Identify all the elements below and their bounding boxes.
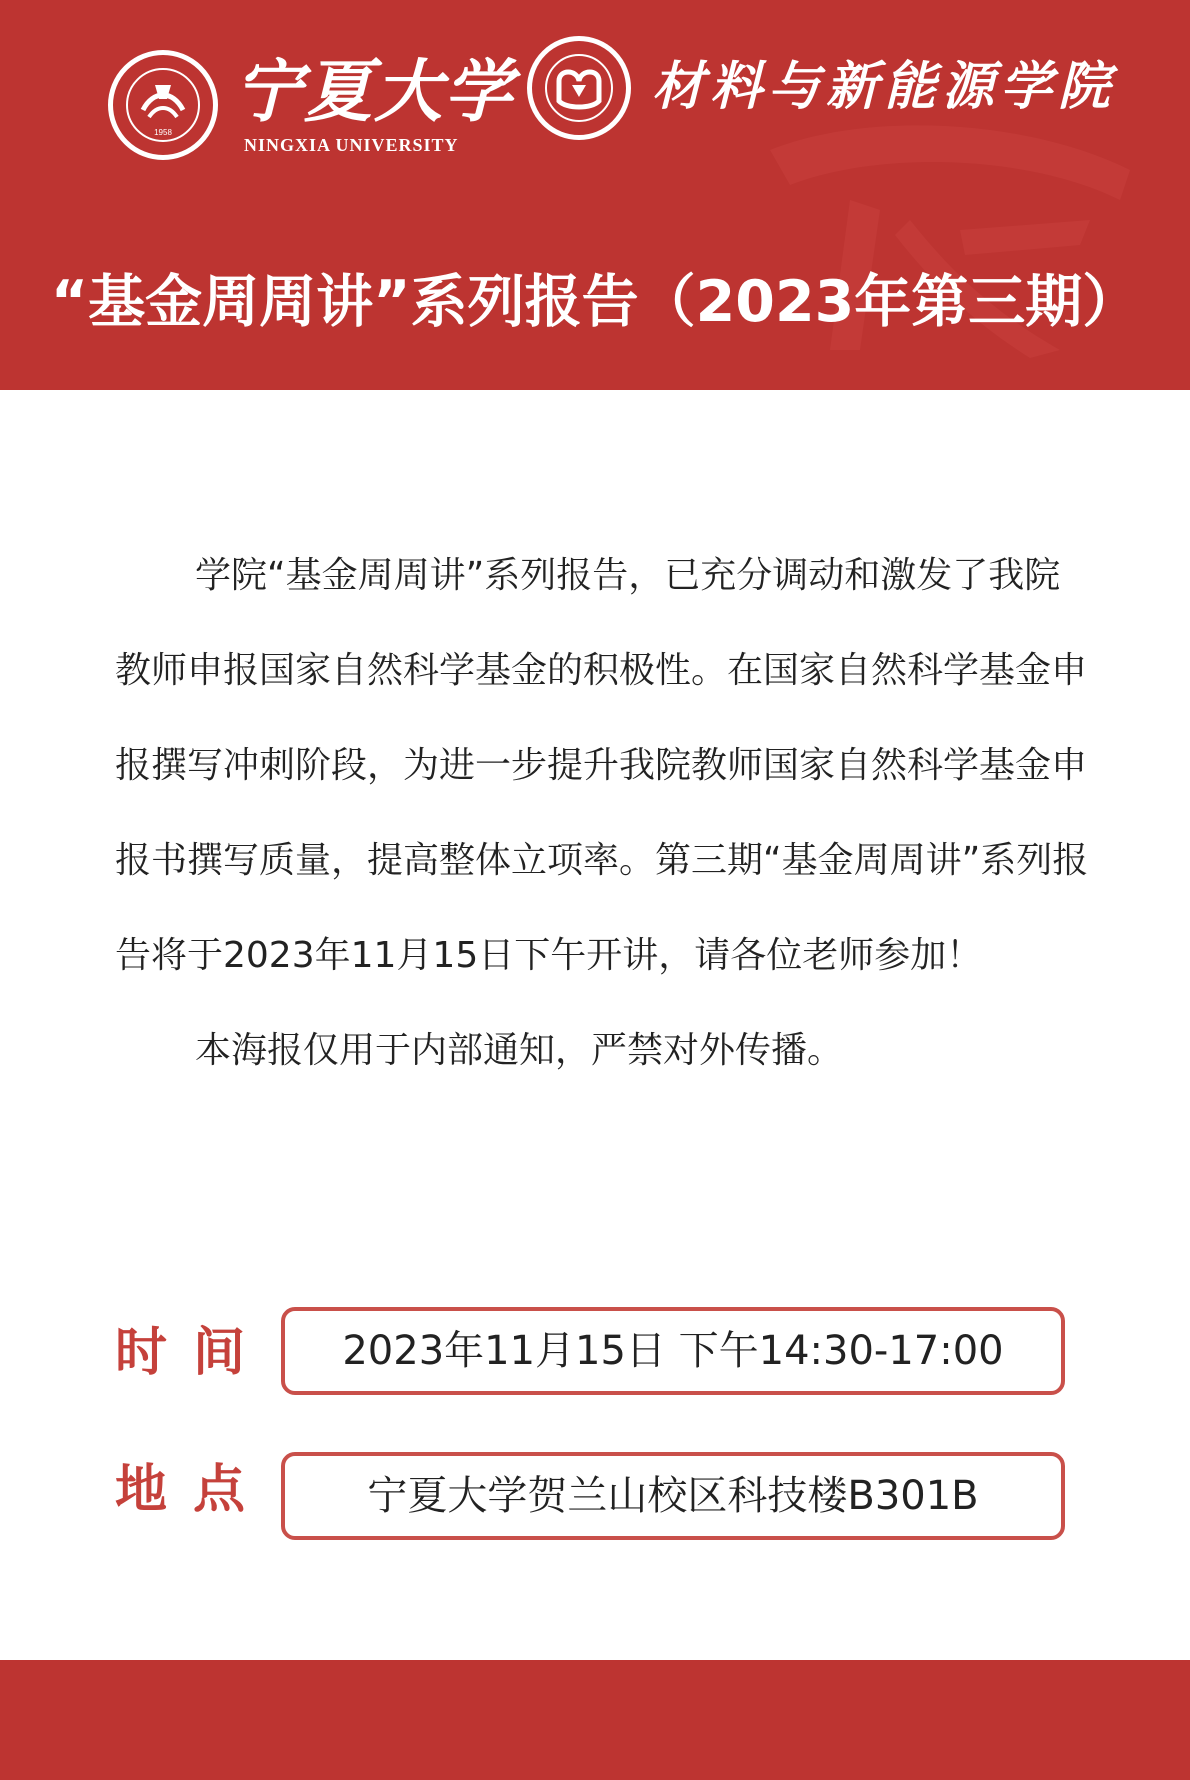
notice-paragraph: 本海报仅用于内部通知，严禁对外传播。 <box>195 1030 844 1071</box>
announcement-body <box>115 528 1090 1098</box>
time-value-box <box>281 1307 1065 1395</box>
college-logo <box>527 36 631 140</box>
time-value: 2023年11月15日 下午14:30-17:00 <box>342 1328 1004 1374</box>
college-name: 材料与新能源学院 <box>652 56 1117 117</box>
location-value-box <box>281 1452 1065 1540</box>
university-name-en: NINGXIA UNIVERSITY <box>244 135 459 155</box>
university-name: 宁夏大学 <box>234 52 515 132</box>
poster-title: “基金周周讲”系列报告（2023年第三期） <box>50 269 1140 335</box>
ningxia-university-logo <box>108 50 218 160</box>
logo-year: 1958 <box>154 128 172 137</box>
poster-footer <box>0 1660 1190 1780</box>
announcement-paragraph: 学院“基金周周讲”系列报告，已充分调动和激发了我院教师申报国家自然科学基金的积极性。在国家自然科学基金申报撰写冲刺阶段，为进一步提升我院教师国家自然科学基金申报书撰写质量，提高整体立项率。第三期“基金周周讲”系列报告将于2023年11月15日下午开讲，请各位老师参加！ <box>115 555 1089 976</box>
poster-header <box>0 0 1190 390</box>
location-label: 地点 <box>115 1460 272 1520</box>
time-label: 时间 <box>115 1323 272 1383</box>
location-value: 宁夏大学贺兰山校区科技楼B301B <box>367 1473 979 1519</box>
